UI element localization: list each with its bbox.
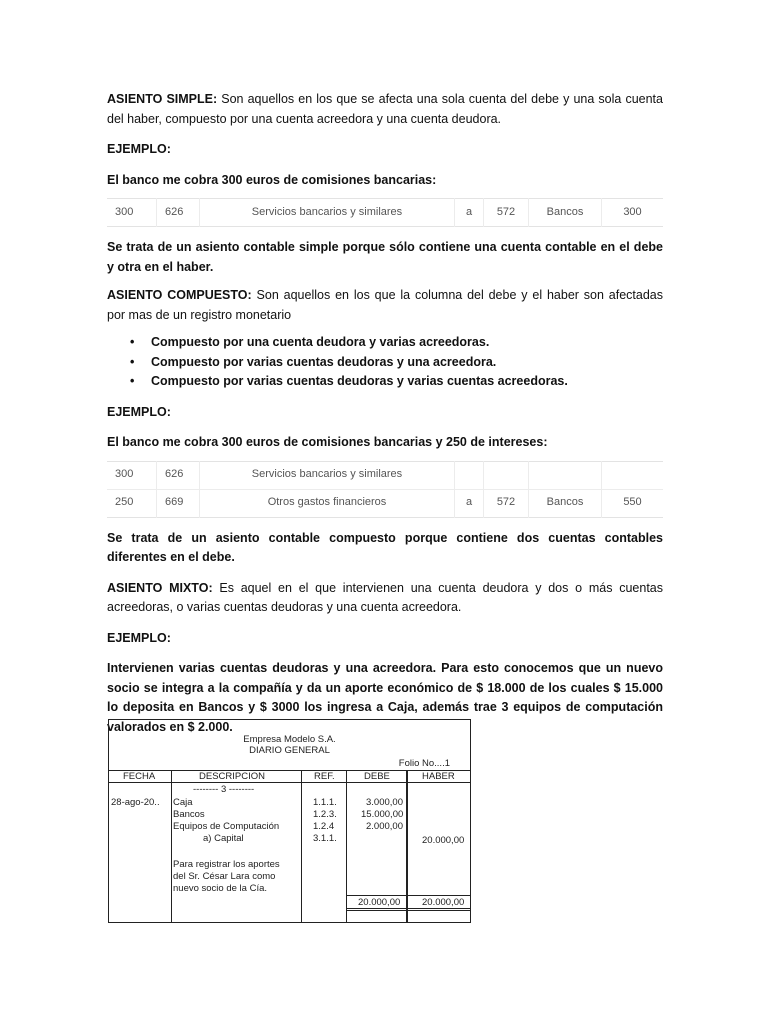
compuesto-list: [107, 333, 663, 392]
col-fecha: FECHA: [123, 771, 156, 782]
total-haber: 20.000,00: [422, 897, 465, 908]
compuesto-heading: ASIENTO COMPUESTO:: [107, 288, 252, 302]
compuesto-explanation: Se trata de un asiento contable compuesto porque contiene dos cuentas contables diferentes en el debe.: [107, 530, 663, 564]
table-cell: [602, 461, 664, 489]
total-debe: 20.000,00: [358, 897, 401, 908]
journal-title: DIARIO GENERAL: [249, 745, 330, 756]
entry-desc: Caja: [173, 797, 193, 808]
entry-desc: a) Capital: [203, 833, 244, 844]
simple-definition: ASIENTO SIMPLE: Son aquellos en los que se afecta una sola cuenta del debe y una sola cuenta del haber, compuesto por una cuenta acreedora y una cuenta deudora.: [107, 92, 663, 126]
entry-desc: Bancos: [173, 809, 205, 820]
simple-entry-table: [107, 198, 663, 227]
table-cell: Servicios bancarios y similares: [200, 199, 455, 227]
entry-desc: Equipos de Computación: [173, 821, 280, 832]
entry-ref: 1.2.3.: [313, 809, 337, 820]
mixto-example-text: Intervienen varias cuentas deudoras y una acreedora. Para esto conocemos que un nuevo socio se integra a la compañía y da un aporte económico de $ 18.000 de los cuales $ 15.000 lo deposita en Bancos y $ 3000 los ingresa a Caja, además trae 3 equipos de computación valorados en $ 2.000.: [107, 661, 663, 734]
compuesto-entry-table: [107, 461, 663, 518]
table-row: [107, 461, 663, 489]
table-cell: Otros gastos financieros: [200, 489, 455, 517]
entry-debe: 2.000,00: [366, 821, 403, 832]
entry-note: nuevo socio de la Cía.: [173, 883, 268, 894]
company-name: Empresa Modelo S.A.: [243, 734, 336, 745]
list-item: • Compuesto por una cuenta deudora y varias acreedoras.: [151, 333, 663, 353]
simple-heading: ASIENTO SIMPLE:: [107, 92, 218, 106]
entry-ref: 3.1.1.: [313, 833, 337, 844]
table-cell: Bancos: [529, 489, 602, 517]
entry-haber: 20.000,00: [422, 835, 465, 846]
table-cell: [529, 461, 602, 489]
table-row: [107, 489, 663, 517]
table-cell: Servicios bancarios y similares: [200, 461, 455, 489]
simple-example-text: El banco me cobra 300 euros de comisiones bancarias:: [107, 172, 437, 187]
entry-debe: 15.000,00: [361, 809, 404, 820]
col-descripcion: DESCRIPCION: [199, 771, 265, 782]
table-cell: 300: [115, 468, 134, 481]
table-cell: 572: [484, 199, 529, 227]
table-cell: a: [455, 489, 484, 517]
entry-ref: 1.1.1.: [313, 797, 337, 808]
mixto-definition: ASIENTO MIXTO: Es aquel en el que intervienen una cuenta deudora y dos o más cuentas acreedoras, o varias cuentas deudoras y una cuenta acreedora.: [107, 580, 663, 614]
compuesto-example-text: El banco me cobra 300 euros de comisiones bancarias y 250 de intereses:: [107, 435, 548, 449]
table-cell: [455, 461, 484, 489]
simple-explanation: Se trata de un asiento contable simple porque sólo contiene una cuenta contable en el debe y otra en el haber.: [107, 240, 663, 274]
entry-ref: 1.2.4: [313, 821, 335, 832]
col-debe: DEBE: [364, 771, 390, 782]
table-cell: [484, 461, 529, 489]
simple-example-label: EJEMPLO:: [107, 142, 171, 156]
entry-date: 28-ago-20..: [111, 797, 160, 808]
table-cell: 250: [107, 489, 157, 517]
entry-debe: 3.000,00: [366, 797, 403, 808]
diario-general-table: [108, 719, 471, 923]
list-item: • Compuesto por varias cuentas deudoras y una acreedora.: [151, 353, 663, 373]
folio-number: Folio No....1: [398, 758, 450, 769]
table-cell: 669: [157, 489, 200, 517]
mixto-heading: ASIENTO MIXTO:: [107, 580, 213, 595]
entry-note: del Sr. César Lara como: [173, 871, 276, 882]
mixto-example-label: EJEMPLO:: [107, 630, 171, 645]
table-cell: 300: [115, 205, 134, 218]
table-cell: Bancos: [529, 199, 602, 227]
document-body: [107, 90, 663, 737]
table-cell: 626: [157, 461, 200, 489]
entry-note: Para registrar los aportes: [173, 859, 280, 870]
entry-separator: -------- 3 --------: [193, 784, 255, 795]
col-ref: REF.: [314, 771, 335, 782]
col-haber: HABER: [422, 771, 455, 782]
compuesto-definition: ASIENTO COMPUESTO: Son aquellos en los que la columna del debe y el haber son afectadas por mas de un registro monetario: [107, 288, 664, 322]
table-row: [107, 199, 663, 227]
list-item: • Compuesto por varias cuentas deudoras y varias cuentas acreedoras.: [151, 372, 663, 392]
table-cell: 626: [157, 199, 200, 227]
compuesto-example-label: EJEMPLO:: [107, 404, 171, 419]
table-cell: 572: [484, 489, 529, 517]
table-cell: 550: [602, 489, 664, 517]
table-cell: a: [455, 199, 484, 227]
table-cell: 300: [602, 199, 664, 227]
